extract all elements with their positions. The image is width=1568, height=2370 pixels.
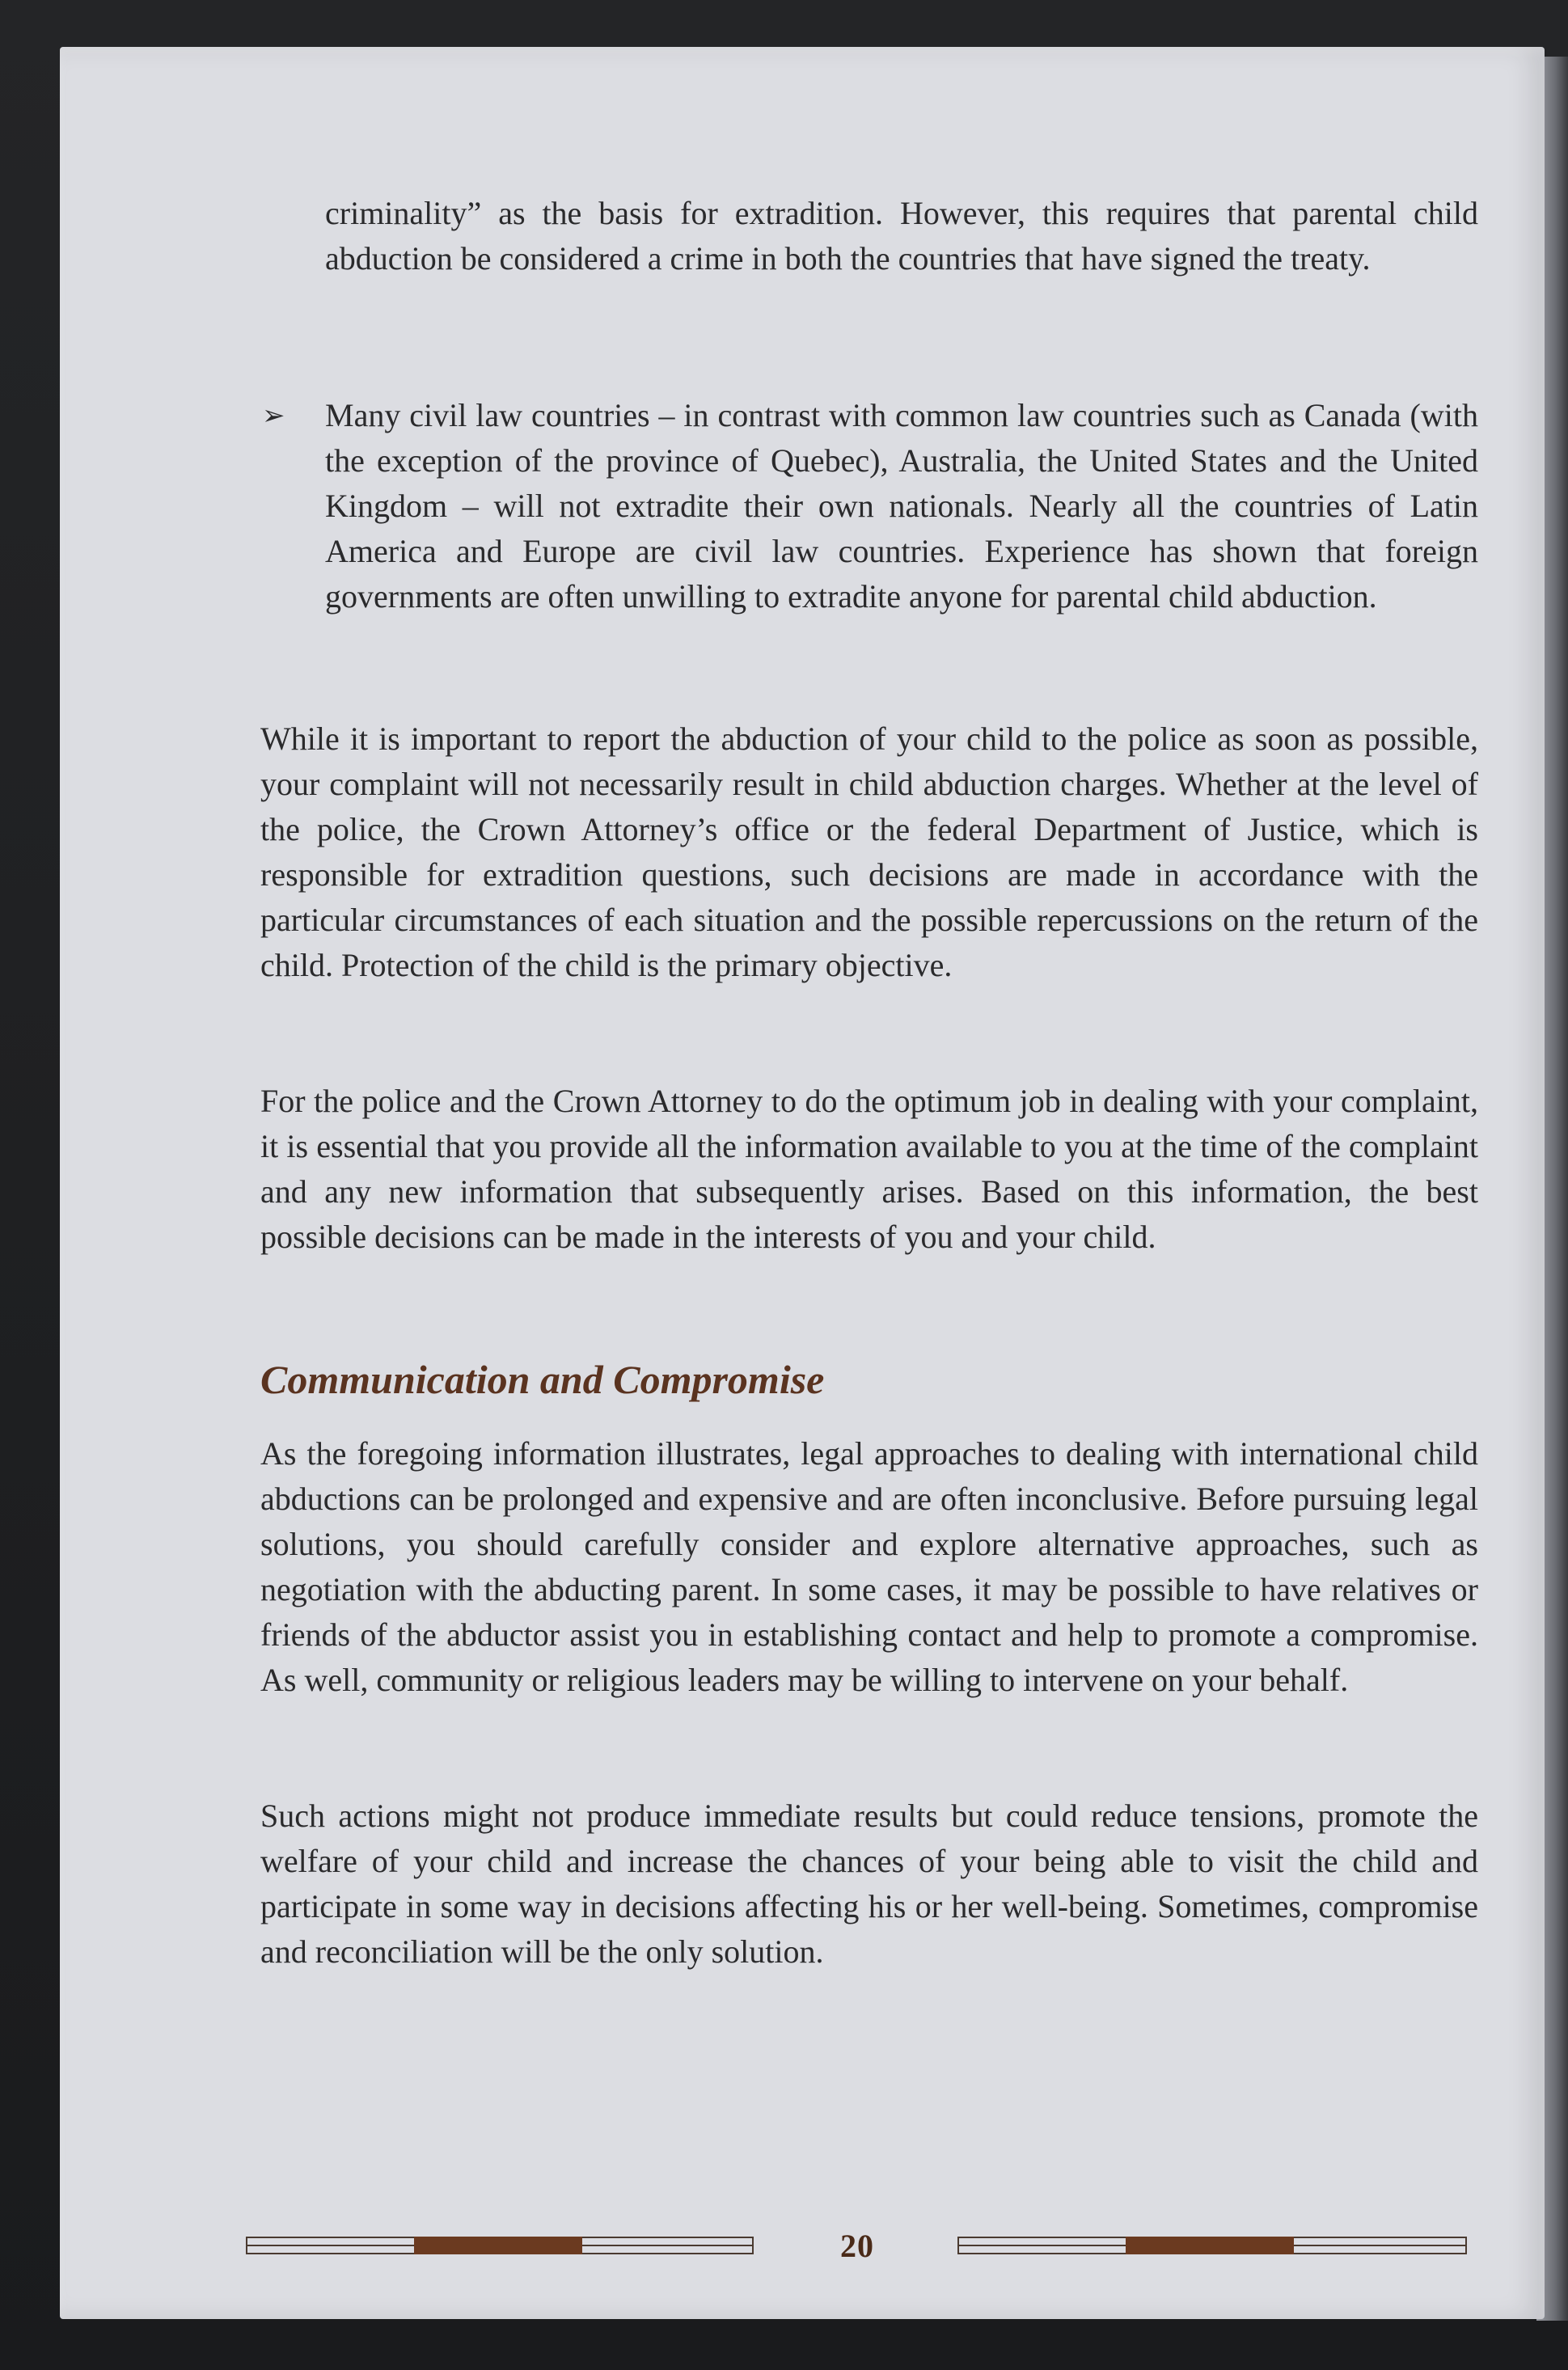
footer-rule-right: [957, 2237, 1467, 2254]
bullet-item: [262, 393, 1478, 668]
paragraph: Such actions might not produce immediate results but could reduce tensions, promote the welfare of your child and increase the chances of your being able to visit the child and participate in some way in decisions affecting his or her well-being. Sometimes, compromise and reconciliation will be the only solution.: [260, 1798, 1478, 1970]
booklet-page: [60, 47, 1545, 2319]
footer-rule-left: [246, 2237, 754, 2254]
bullet-text: Many civil law countries – in contrast with common law countries such as Canada (with the exception of the province of Quebec), Australia, the United States and the United Kingdom – will not extradite their own nationals. Nearly all the countries of Latin America and Europe are civil law countries. Experience has shown that foreign governments are often unwilling to extradite anyone for parental child abduction.: [325, 397, 1478, 615]
paragraph: As the foregoing information illustrates, legal approaches to dealing with international child abductions can be prolonged and expensive and are often inconclusive. Before pursuing legal solutions, you should carefully consider and explore alternative approaches, such as negotiation with the abducting parent. In some cases, it may be possible to have relatives or friends of the abductor assist you in establishing contact and help to promote a compromise. As well, community or religious leaders may be willing to intervene on your behalf.: [260, 1435, 1478, 1698]
paragraph: While it is important to report the abduction of your child to the police as soon as possible, your complaint will not necessarily result in child abduction charges. Whether at the level of the police, the Crown Attorney’s office or the federal Department of Justice, which is responsible for extradition questions, such decisions are made in accordance with the particular circumstances of each situation and the possible repercussions on the return of the child. Protection of the child is the primary objective.: [260, 720, 1478, 983]
paragraph-continuation: criminality” as the basis for extradition. However, this requires that parental child abduction be considered a crime in both the countries that have signed the treaty.: [325, 195, 1478, 277]
page-number: 20: [840, 2228, 874, 2264]
page-footer: [246, 2230, 1483, 2262]
footer-rule-accent: [414, 2237, 582, 2254]
arrowhead-bullet-icon: ➢: [262, 399, 285, 432]
paragraph: For the police and the Crown Attorney to do the optimum job in dealing with your complaint, it is essential that you provide all the information available to you at the time of the complaint and any new information that subsequently arises. Based on this information, the best possible decisions can be made in the interests of you and your child.: [260, 1083, 1478, 1255]
section-heading: Communication and Compromise: [260, 1357, 825, 1402]
footer-rule-accent: [1126, 2237, 1294, 2254]
